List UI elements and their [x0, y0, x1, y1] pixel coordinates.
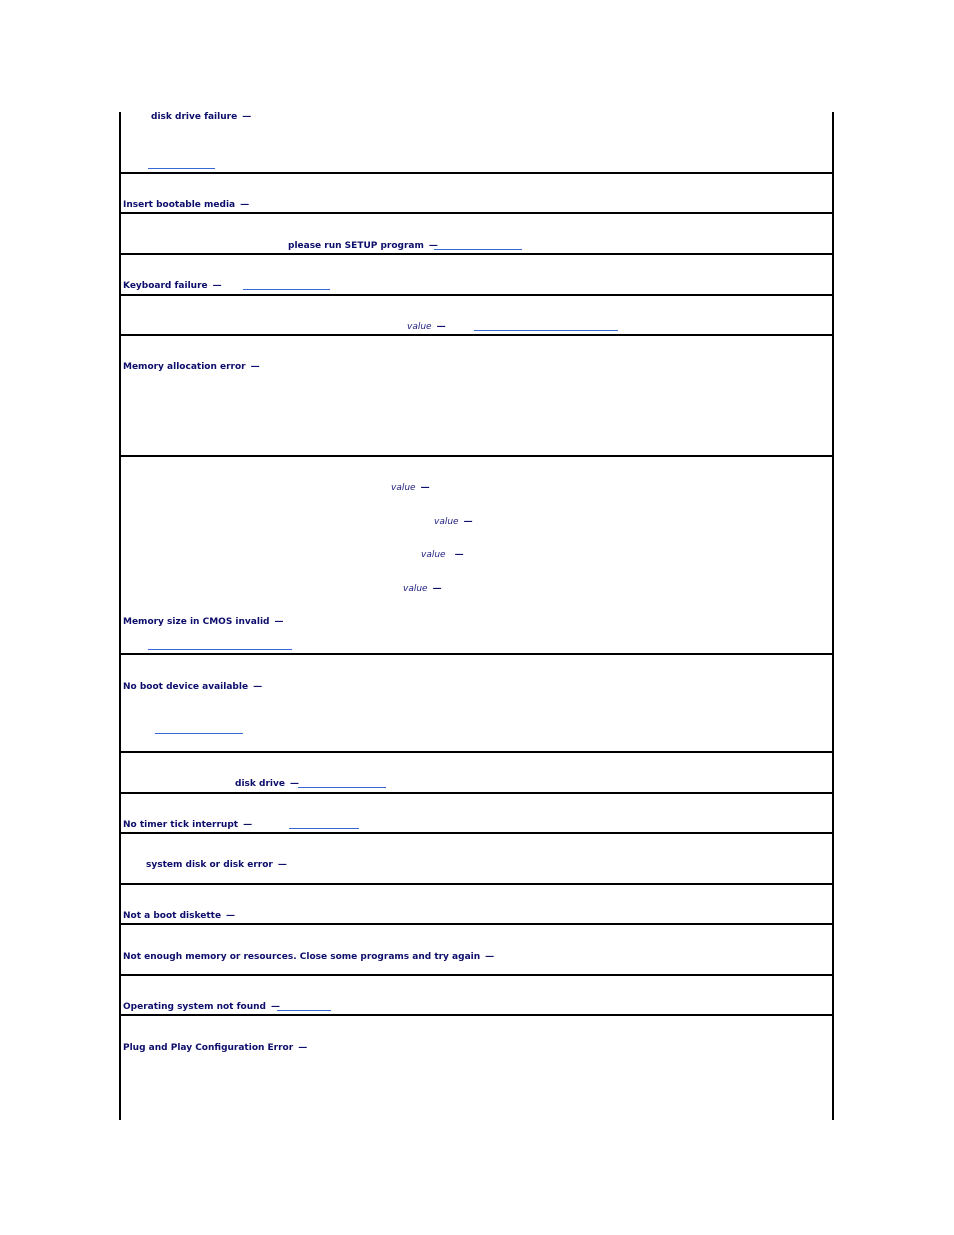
- message-label: system disk or disk error: [146, 860, 273, 870]
- row-divider: [121, 974, 832, 976]
- em-dash: —: [270, 1002, 280, 1012]
- em-dash: —: [274, 617, 284, 627]
- message-label: please run SETUP program: [288, 241, 424, 251]
- row-divider: [121, 883, 832, 885]
- message-label: Not enough memory or resources. Close some programs and try again: [123, 952, 481, 962]
- row-divider: [121, 923, 832, 925]
- message-label: Memory allocation error: [123, 362, 246, 372]
- value-placeholder: value: [403, 584, 428, 594]
- em-dash: —: [485, 952, 495, 962]
- message-system-disk-error: [146, 860, 287, 871]
- row-divider: [121, 455, 832, 457]
- em-dash: —: [454, 550, 464, 560]
- em-dash: —: [420, 483, 430, 493]
- em-dash: —: [250, 362, 260, 372]
- em-dash: —: [226, 911, 236, 921]
- cross-reference-link[interactable]: [474, 330, 618, 331]
- em-dash: —: [240, 200, 250, 210]
- message-label: No boot device available: [123, 682, 249, 692]
- em-dash: —: [253, 682, 263, 692]
- em-dash: —: [242, 112, 252, 122]
- cross-reference-link[interactable]: [277, 1010, 331, 1011]
- message-table: [119, 112, 834, 1120]
- row-divider: [121, 751, 832, 753]
- message-label: Operating system not found: [123, 1002, 266, 1012]
- message-label: Plug and Play Configuration Error: [123, 1043, 294, 1053]
- row-divider: [121, 172, 832, 174]
- message-label: Memory size in CMOS invalid: [123, 617, 270, 627]
- message-disk-drive-failure: [151, 112, 251, 123]
- message-label: Not a boot diskette: [123, 911, 222, 921]
- em-dash: —: [212, 281, 222, 291]
- row-divider: [121, 653, 832, 655]
- row-divider: [121, 212, 832, 214]
- em-dash: —: [243, 820, 253, 830]
- cross-reference-link[interactable]: [289, 828, 359, 829]
- message-os-not-found: [123, 1002, 280, 1013]
- em-dash: —: [463, 517, 473, 527]
- message-pnp-config-error: [123, 1043, 307, 1054]
- message-value: [434, 517, 473, 528]
- value-placeholder: value: [407, 322, 432, 332]
- message-value: [407, 322, 446, 333]
- message-label: disk drive: [235, 779, 285, 789]
- message-keyboard-failure: [123, 281, 222, 292]
- message-value: [403, 584, 442, 595]
- message-no-timer-tick: [123, 820, 252, 831]
- cross-reference-link[interactable]: [243, 289, 330, 290]
- cross-reference-link[interactable]: [434, 249, 522, 250]
- row-divider: [121, 792, 832, 794]
- message-insert-bootable-media: [123, 200, 249, 211]
- em-dash: —: [432, 584, 442, 594]
- message-label: Insert bootable media: [123, 200, 236, 210]
- row-divider: [121, 253, 832, 255]
- message-disk-drive: [235, 779, 299, 790]
- value-placeholder: value: [391, 483, 416, 493]
- value-placeholder: value: [434, 517, 459, 527]
- message-value: [391, 483, 430, 494]
- row-divider: [121, 832, 832, 834]
- message-value: [421, 550, 464, 561]
- cross-reference-link[interactable]: [148, 649, 292, 650]
- row-divider: [121, 334, 832, 336]
- message-memory-size-cmos-invalid: [123, 617, 283, 628]
- message-label: disk drive failure: [151, 112, 238, 122]
- value-placeholder: value: [421, 550, 446, 560]
- message-label: No timer tick interrupt: [123, 820, 239, 830]
- em-dash: —: [298, 1043, 308, 1053]
- message-not-enough-memory: [123, 952, 494, 963]
- message-label: Keyboard failure: [123, 281, 208, 291]
- em-dash: —: [428, 241, 438, 251]
- message-memory-allocation-error: [123, 362, 260, 373]
- em-dash: —: [289, 779, 299, 789]
- cross-reference-link[interactable]: [148, 168, 215, 169]
- row-divider: [121, 1014, 832, 1016]
- message-not-boot-diskette: [123, 911, 235, 922]
- em-dash: —: [436, 322, 446, 332]
- message-no-boot-device: [123, 682, 262, 693]
- cross-reference-link[interactable]: [298, 787, 386, 788]
- em-dash: —: [277, 860, 287, 870]
- cross-reference-link[interactable]: [155, 733, 243, 734]
- message-run-setup: [288, 241, 438, 252]
- row-divider: [121, 294, 832, 296]
